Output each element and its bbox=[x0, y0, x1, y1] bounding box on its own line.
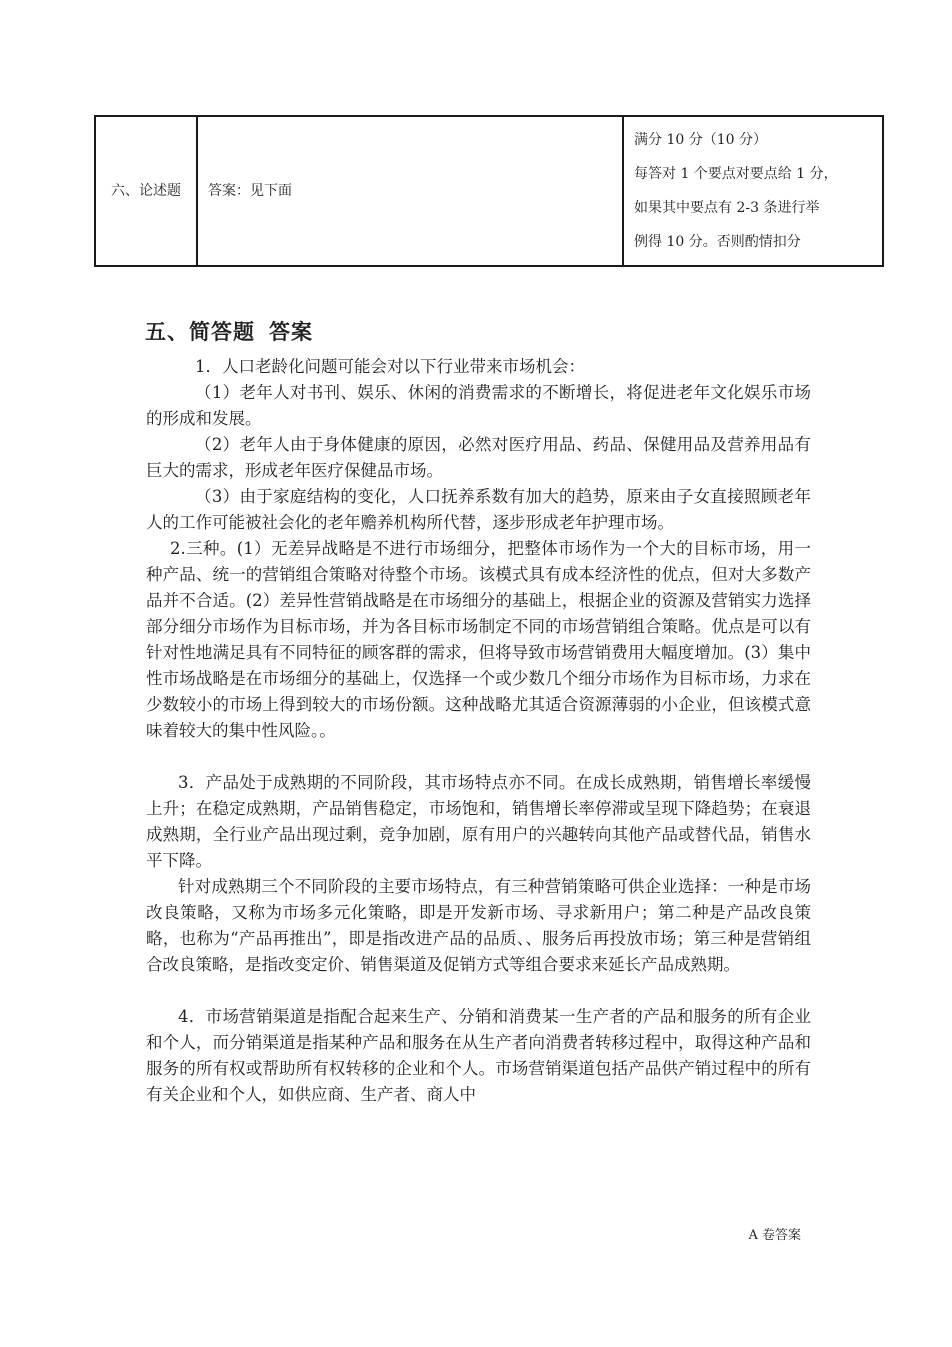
section-title-suffix: 答案 bbox=[269, 320, 313, 344]
question-type-cell: 六、论述题 bbox=[95, 116, 197, 266]
scoring-rule-line: 例得 10 分。否则酌情扣分 bbox=[634, 234, 801, 250]
page-footer: A 卷答案 bbox=[748, 1228, 801, 1243]
q1-point-1-paragraph: （1）老年人对书刊、娱乐、休闲的消费需求的不断增长，将促进老年文化娱乐市场的形成和发展。 bbox=[146, 383, 811, 428]
scoring-rule-line: 每答对 1 个要点对要点给 1 分， bbox=[634, 166, 838, 182]
answer-cell: 答案：见下面 bbox=[197, 116, 623, 266]
table-row bbox=[95, 116, 883, 266]
score-table bbox=[94, 115, 884, 267]
q1-point-2-paragraph: （2）老年人由于身体健康的原因，必然对医疗用品、药品、保健用品及营养用品有巨大的需求，形成老年医疗保健品市场。 bbox=[146, 435, 811, 480]
q3-paragraph-1: 3．产品处于成熟期的不同阶段，其市场特点亦不同。在成长成熟期，销售增长率缓慢上升；在稳定成熟期，产品销售稳定，市场饱和，销售增长率停滞或呈现下降趋势；在衰退成熟期，全行业产品出现过剩，竞争加剧，原有用户的兴趣转向其他产品或替代品，销售水平下降。 bbox=[146, 773, 811, 870]
answer-content bbox=[146, 316, 811, 1108]
q3-paragraph-2: 针对成熟期三个不同阶段的主要市场特点，有三种营销策略可供企业选择：一种是市场改良策略，又称为市场多元化策略，即是开发新市场、寻求新用户；第二种是产品改良策略，也称为“产品再推出”，即是指改进产品的品质、、服务后再投放市场；第三种是营销组合改良策略，是指改变定价、销售渠道及促销方式等组合要求来延长产品成熟期。 bbox=[146, 877, 811, 974]
q1-point-3-paragraph: （3）由于家庭结构的变化，人口抚养系数有加大的趋势，原来由子女直接照顾老年人的工作可能被社会化的老年赡养机构所代替，逐步形成老年护理市场。 bbox=[146, 487, 811, 532]
scoring-rule-line: 如果其中要点有 2-3 条进行举 bbox=[634, 200, 820, 216]
scoring-rule-cell bbox=[623, 116, 883, 266]
section-heading bbox=[145, 316, 811, 348]
section-title: 五、简答题 bbox=[145, 320, 255, 344]
scoring-rule-line: 满分 10 分（10 分） bbox=[634, 132, 767, 148]
q1-intro-paragraph: 1．人口老龄化问题可能会对以下行业带来市场机会： bbox=[195, 357, 585, 376]
q2-paragraph: 2.三种。(1）无差异战略是不进行市场细分，把整体市场作为一个大的目标市场，用一种产品、统一的营销组合策略对待整个市场。该模式具有成本经济性的优点，但对大多数产品并不合适。(2）差异性营销战略是在市场细分的基础上，根据企业的资源及营销实力选择部分细分市场作为目标市场，并为各目标市场制定不同的市场营销组合策略。优点是可以有针对性地满足具有不同特征的顾客群的需求，但将导致市场营销费用大幅度增加。(3）集中性市场战略是在市场细分的基础上，仅选择一个或少数几个细分市场作为目标市场，力求在少数较小的市场上得到较大的市场份额。这种战略尤其适合资源薄弱的小企业，但该模式意味着较大的集中性风险。。 bbox=[146, 539, 811, 740]
q4-paragraph: 4．市场营销渠道是指配合起来生产、分销和消费某一生产者的产品和服务的所有企业和个人，而分销渠道是指某种产品和服务在从生产者向消费者转移过程中，取得这种产品和服务的所有权或帮助所有权转移的企业和个人。市场营销渠道包括产品供产销过程中的所有有关企业和个人，如供应商、生产者、商人中 bbox=[146, 1007, 811, 1104]
